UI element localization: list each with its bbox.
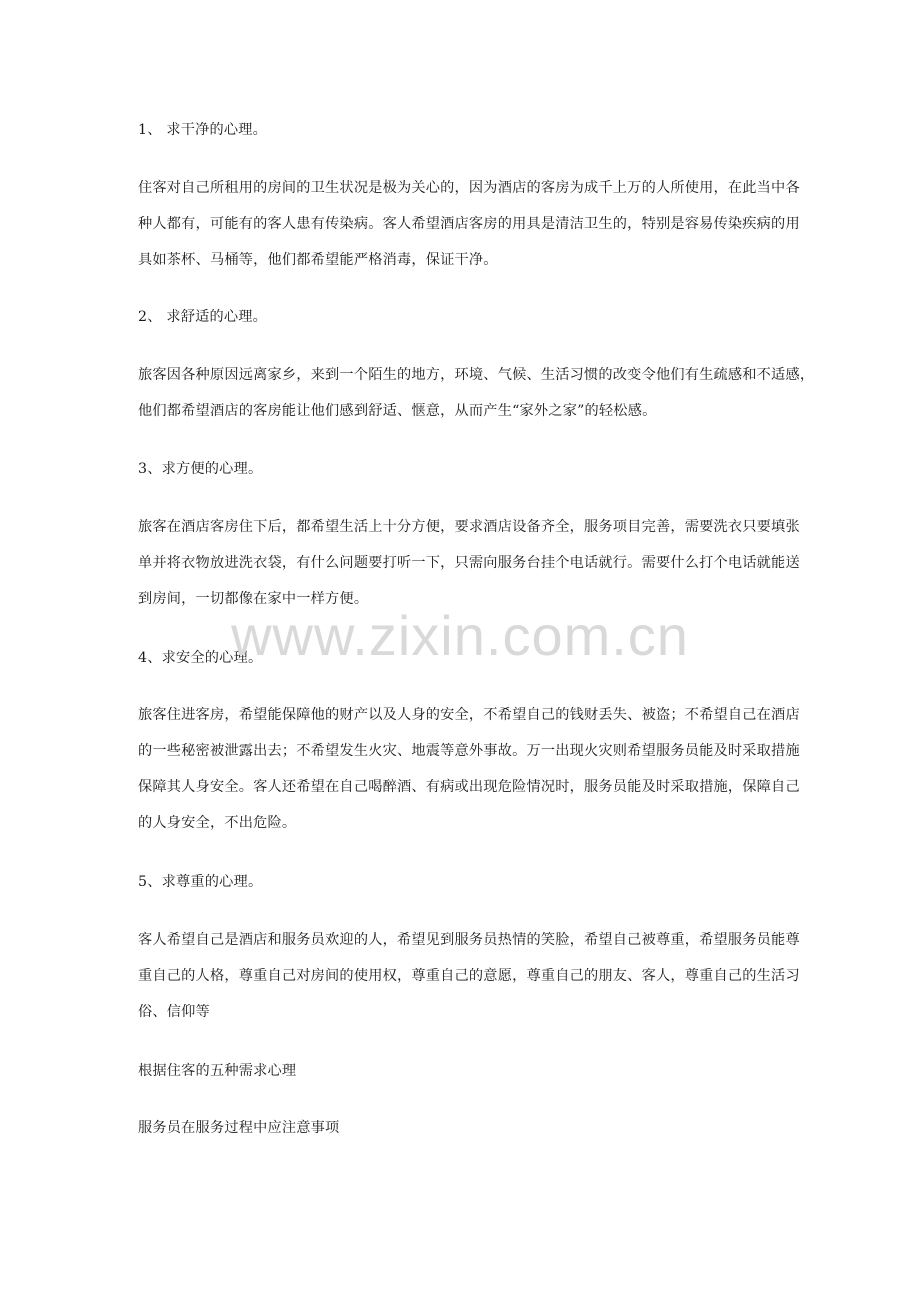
section-3-line-3: 到房间，一切都像在家中一样方便。 [138, 591, 369, 607]
section-5-line-3: 俗、信仰等 [138, 1004, 210, 1020]
section-1-line-3: 具如茶杯、马桶等，他们都希望能严格消毒，保证干净。 [138, 252, 498, 268]
section-5-line-1: 客人希望自己是酒店和服务员欢迎的人，希望见到服务员热情的笑脸，希望自己被尊重，希望服务员能尊 [138, 932, 800, 948]
section-2-heading: 2、 求舒适的心理。 [138, 309, 268, 325]
section-5-line-2: 重自己的人格，尊重自己对房间的使用权，尊重自己的意愿，尊重自己的朋友、客人，尊重自己的生活习 [138, 968, 800, 984]
section-5-heading: 5、求尊重的心理。 [138, 874, 263, 890]
section-3-heading: 3、求方便的心理。 [138, 461, 263, 477]
footer-line-1: 根据住客的五种需求心理 [138, 1063, 297, 1079]
section-1-line-1: 住客对自己所租用的房间的卫生状况是极为关心的，因为酒店的客房为成千上万的人所使用，在此当中各 [138, 180, 800, 196]
section-2-line-2: 他们都希望酒店的客房能让他们感到舒适、惬意，从而产生“家外之家”的轻松感。 [138, 403, 657, 419]
section-4-line-2: 的一些秘密被泄露出去；不希望发生火灾、地震等意外事故。万一出现火灾则希望服务员能及时采取措施 [138, 743, 800, 759]
section-4-line-3: 保障其人身安全。客人还希望在自己喝醉酒、有病或出现危险情况时，服务员能及时采取措施，保障自己 [138, 779, 800, 795]
section-2-line-1: 旅客因各种原因远离家乡，来到一个陌生的地方，环境、气候、生活习惯的改变令他们有生疏感和不适感， [138, 367, 815, 383]
section-1-heading: 1、 求干净的心理。 [138, 122, 268, 138]
section-3-line-1: 旅客在酒店客房住下后，都希望生活上十分方便，要求酒店设备齐全，服务项目完善，需要洗衣只要填张 [138, 519, 800, 535]
section-3-line-2: 单并将衣物放进洗衣袋，有什么问题要打听一下，只需向服务台挂个电话就行。需要什么打个电话就能送 [138, 555, 800, 571]
section-1-line-2: 种人都有，可能有的客人患有传染病。客人希望酒店客房的用具是清洁卫生的，特别是容易传染疾病的用 [138, 216, 800, 232]
footer-line-2: 服务员在服务过程中应注意事项 [138, 1120, 340, 1136]
section-4-line-4: 的人身安全，不出危险。 [138, 815, 297, 831]
section-4-heading: 4、求安全的心理。 [138, 650, 263, 666]
section-4-line-1: 旅客住进客房，希望能保障他的财产以及人身的安全，不希望自己的钱财丢失、被盗；不希望自己在酒店 [138, 707, 800, 723]
watermark-text: www.zixin.com.cn [231, 604, 689, 667]
